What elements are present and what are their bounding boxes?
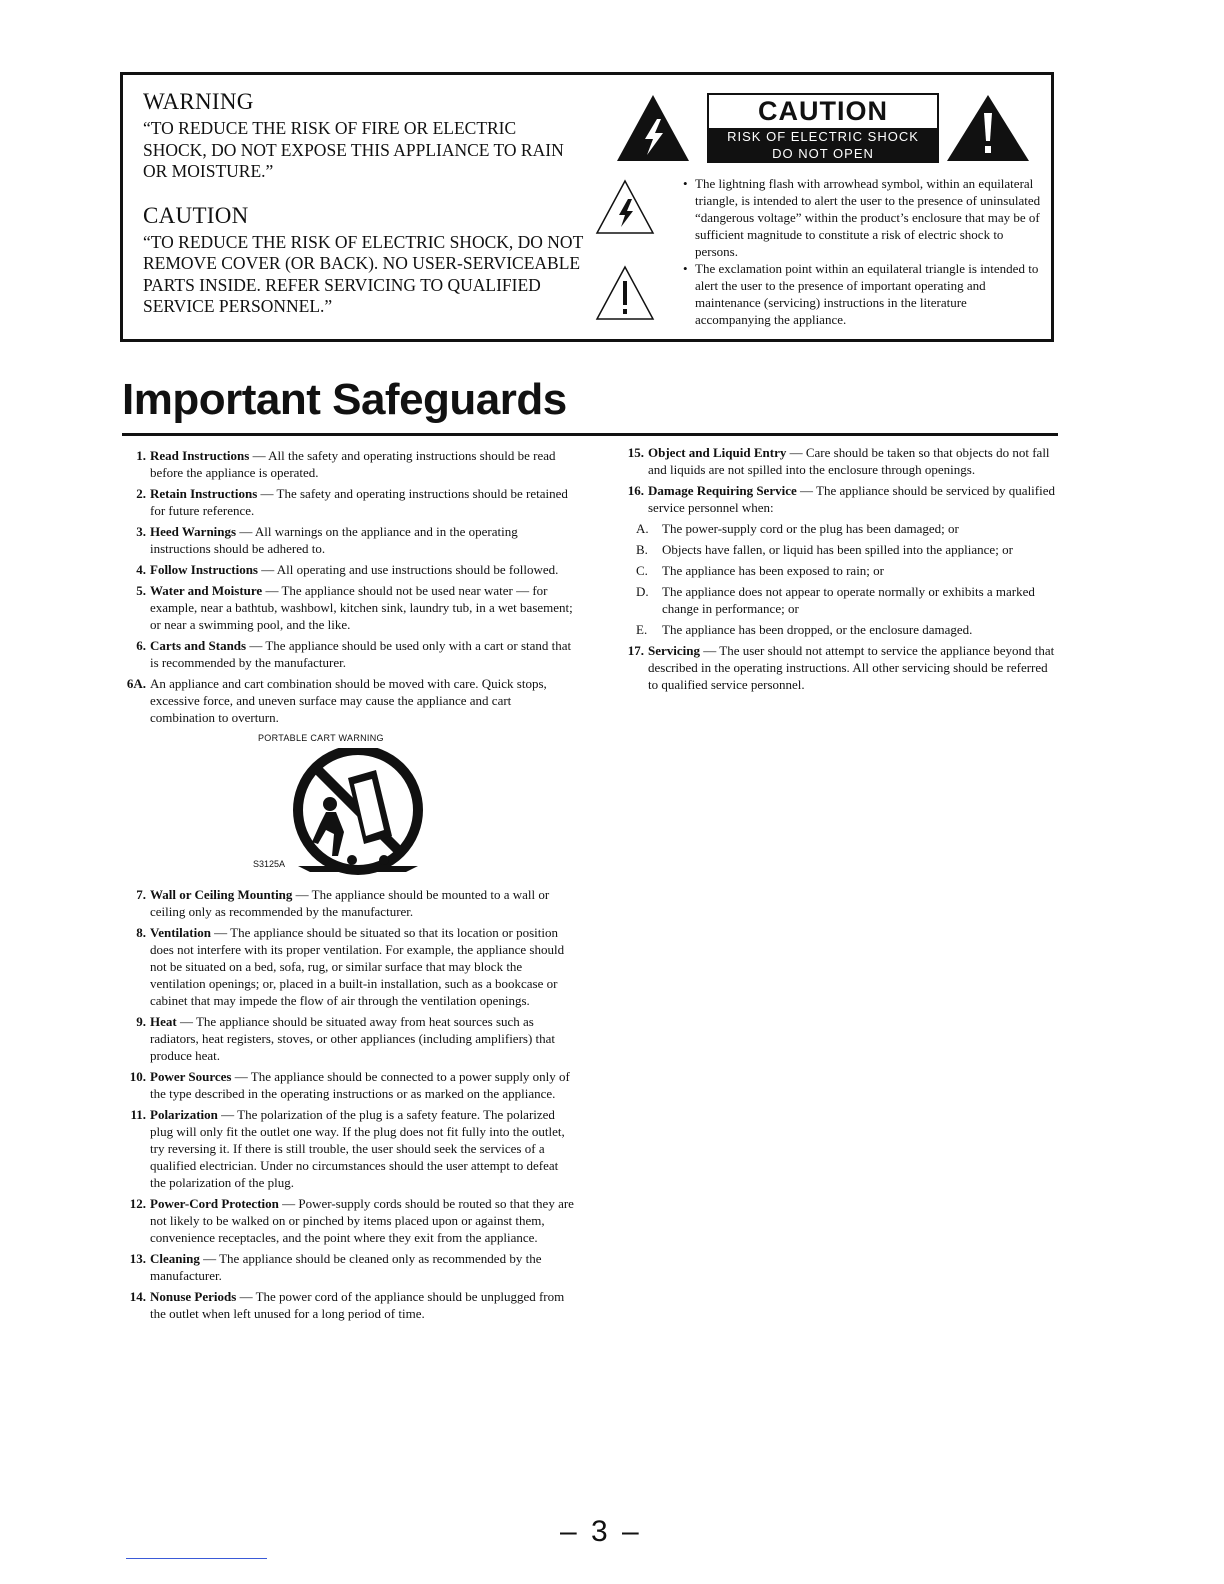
safeguards-left-column bbox=[108, 447, 576, 1326]
bullet-icon: • bbox=[683, 176, 688, 191]
safeguard-item: 17. Servicing — The user should not attempt to service the appliance beyond that described in the operating instructions. All other servicing should be referred to qualified service personnel. bbox=[627, 643, 1055, 692]
caution-label-line1: RISK OF ELECTRIC SHOCK bbox=[727, 129, 919, 144]
cart-warning-label: PORTABLE CART WARNING bbox=[258, 733, 384, 743]
warning-box bbox=[120, 72, 1054, 342]
safeguard-item: 14. Nonuse Periods — The power cord of the appliance should be unplugged from the outlet when left unused for a long period of time. bbox=[129, 1289, 565, 1321]
exclamation-triangle-icon bbox=[945, 93, 1031, 163]
safeguard-item: 2. Retain Instructions — The safety and operating instructions should be retained for future reference. bbox=[136, 486, 568, 518]
exclamation-explanation: • The exclamation point within an equilateral triangle is intended to alert the user to the presence of important operating and maintenance (servicing) instructions in the literature accompanying the appliance. bbox=[683, 261, 1039, 327]
bullet-icon: • bbox=[683, 261, 688, 276]
exclamation-outline-icon bbox=[595, 265, 655, 321]
warning-text-panel bbox=[143, 89, 583, 318]
safeguard-item: 7. Wall or Ceiling Mounting — The appliance should be mounted to a wall or ceiling only as recommended by the manufacturer. bbox=[136, 887, 550, 919]
caution-label-line2: DO NOT OPEN bbox=[772, 146, 874, 161]
caution-label-band bbox=[709, 128, 937, 161]
caution-label-title: CAUTION bbox=[758, 96, 888, 126]
page-title: Important Safeguards bbox=[122, 375, 567, 424]
lightning-triangle-icon bbox=[615, 93, 691, 163]
safeguard-item: 3. Heed Warnings — All warnings on the appliance and in the operating instructions should be adhered to. bbox=[136, 524, 518, 556]
title-divider bbox=[122, 433, 1058, 436]
lightning-explanation: • The lightning flash with arrowhead symbol, within an equilateral triangle, is intended to alert the user to the presence of uninsulated “dangerous voltage” within the product’s enclosure that may be of sufficient magnitude to constitute a risk of electric shock to persons. bbox=[683, 176, 1041, 259]
caution-heading: CAUTION bbox=[143, 202, 249, 228]
safeguard-item: 10. Power Sources — The appliance should be connected to a power supply only of the type described in the operating instructions or as marked on the appliance. bbox=[129, 1069, 570, 1101]
warning-heading: WARNING bbox=[143, 89, 254, 114]
portable-cart-warning bbox=[108, 730, 576, 878]
caution-label bbox=[707, 93, 939, 163]
safeguard-item: 9. Heat — The appliance should be situated away from heat sources such as radiators, heat registers, stoves, or other appliances (including amplifiers) that produce heat. bbox=[136, 1014, 556, 1063]
service-condition: A. The power-supply cord or the plug has been damaged; or bbox=[636, 521, 959, 536]
safeguard-item: 15. Object and Liquid Entry — Care should be taken so that objects do not fall and liquids are not spilled into the enclosure through openings. bbox=[627, 445, 1050, 477]
safeguard-item: 13. Cleaning — The appliance should be cleaned only as recommended by the manufacturer. bbox=[129, 1251, 542, 1283]
lightning-outline-icon bbox=[595, 179, 655, 235]
safeguards-right-column bbox=[606, 444, 1058, 697]
service-condition: B. Objects have fallen, or liquid has been spilled into the appliance; or bbox=[636, 542, 1013, 557]
warning-statement: “TO REDUCE THE RISK OF FIRE OR ELECTRIC SHOCK, DO NOT EXPOSE THIS APPLIANCE TO RAIN OR MOISTURE.” bbox=[143, 118, 564, 181]
safeguard-item: 1. Read Instructions — All the safety and operating instructions should be read before the appliance is operated. bbox=[136, 448, 556, 480]
service-condition: D. The appliance does not appear to operate normally or exhibits a marked change in performance; or bbox=[636, 584, 1035, 616]
safeguard-item: 5. Water and Moisture — The appliance should not be used near water — for example, near a bathtub, washbowl, kitchen sink, laundry tub, in a wet basement; or near a swimming pool, and the like. bbox=[136, 583, 573, 632]
safeguard-item: 4. Follow Instructions — All operating and use instructions should be followed. bbox=[136, 562, 559, 577]
cart-tipover-icon bbox=[288, 748, 428, 876]
safeguard-item: 6. Carts and Stands — The appliance should be used only with a cart or stand that is recommended by the manufacturer. bbox=[136, 638, 572, 670]
footer-rule bbox=[126, 1558, 267, 1559]
caution-statement: “TO REDUCE THE RISK OF ELECTRIC SHOCK, DO NOT REMOVE COVER (OR BACK). NO USER-SERVICEABLE PARTS INSIDE. REFER SERVICING TO QUALIFIED SERVICE PERSONNEL.” bbox=[143, 231, 583, 316]
service-condition: E. The appliance has been dropped, or the enclosure damaged. bbox=[636, 622, 973, 637]
symbol-explanations bbox=[683, 175, 1043, 328]
cart-warning-code: S3125A bbox=[253, 859, 286, 869]
service-condition: C. The appliance has been exposed to rain; or bbox=[636, 563, 884, 578]
safeguard-item: 16. Damage Requiring Service — The appliance should be serviced by qualified service personnel when: bbox=[627, 483, 1056, 515]
safeguard-item: 12. Power-Cord Protection — Power-supply cords should be routed so that they are not likely to be walked on or pinched by items placed upon or against them, convenience receptacles, and the point where they exit from the appliance. bbox=[129, 1196, 574, 1245]
safeguard-item: 8. Ventilation — The appliance should be situated so that its location or position does not interfere with its proper ventilation. For example, the appliance should not be situated on a bed, sofa, rug, or similar surface that may block the ventilation openings; or, placed in a built-in installation, such as a bookcase or cabinet that may impede the flow of air through the ventilation openings. bbox=[136, 925, 565, 1008]
safeguard-item: 11. Polarization — The polarization of the plug is a safety feature. The polarized plug will only fit the outlet one way. If the plug does not fit fully into the outlet, try reversing it. If there is still trouble, the user should seek the services of a qualified electrician. Under no circumstances should the user attempt to defeat the polarization of the plug. bbox=[130, 1107, 565, 1190]
page-number: – 3 – bbox=[560, 1515, 642, 1548]
safeguard-item: 6A. An appliance and cart combination should be moved with care. Quick stops, excessive force, and uneven surface may cause the appliance and cart combination to overturn. bbox=[126, 676, 547, 725]
